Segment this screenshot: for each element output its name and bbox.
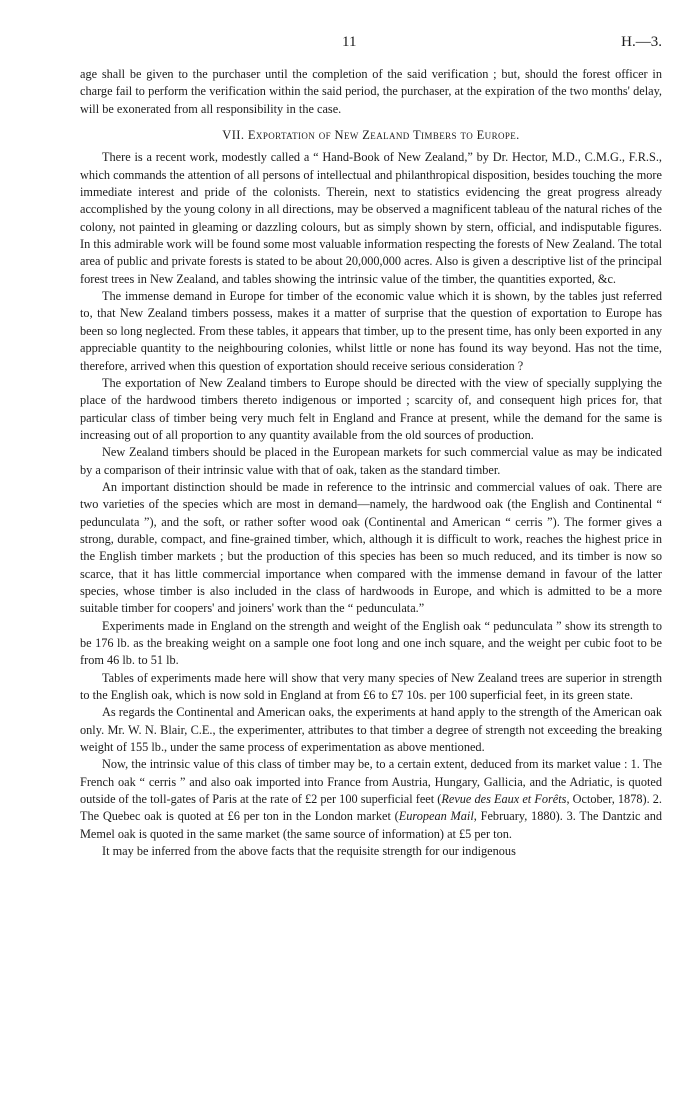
section-heading: VII. Exportation of New Zealand Timbers to Europe. — [222, 128, 520, 143]
text-span: , October, 1878). 2. The Quebec oak is quoted at £6 per ton in the London market ( — [80, 792, 662, 824]
document-body — [80, 66, 662, 860]
paragraph: Experiments made in England on the strength and weight of the English oak “ pedunculata ” show its strength to be 176 lb. as the breaking weight on a sample one foot long and one inch square, and the weight per cubic foot to be from 46 lb. to 51 lb. — [80, 618, 662, 668]
paragraph: Tables of experiments made here will show that very many species of New Zealand trees are superior in strength to the English oak, which is now sold in England at from £6 to £7 10s. per 100 superficial feet, in its green state. — [80, 670, 662, 703]
text-span: , February, 1880). 3. The Dantzic and Memel oak is quoted in the same market (the same source of information) at £5 per ton. — [80, 809, 662, 841]
paragraph-market-values — [80, 756, 662, 843]
paragraph: An important distinction should be made in reference to the intrinsic and commercial values of oak. There are two varieties of the species which are most in demand—namely, the hardwood oak (the English and Continental “ pedunculata ”), and the soft, or rather softer wood oak (Continental and American “ cerris ”). The former gives a strong, durable, compact, and fine-grained timber, which, although it is difficult to work, reaches the highest price in the English timber markets ; but the production of this species has been so much reduced, and its timber is now so scarce, that it has little commercial importance when compared with the immense demand in favour of the latter species, whose timber is also included in the class of hardwoods in Europe, and which is admitted to be a more suitable timber for coopers' and joiners' work than the “ pedunculata.” — [80, 479, 662, 616]
text-span: Now, the intrinsic value of this class of timber may be, to a certain extent, deduced from its market value : 1. The French oak “ cerris ” and also oak imported into France from Austria, Hungary, Gallicia, and the Adriatic, is quoted outside of the toll-gates of Paris at the rate of £2 per 100 superficial feet ( — [80, 757, 662, 807]
paragraph: The exportation of New Zealand timbers to Europe should be directed with the view of specially supplying the place of the hardwood timbers thereto indigenous or imported ; scarcity of, and consequent high prices for, that particular class of timber being very much felt in England and France at present, while the demand for the same is increasing out of all proportion to any quantity available from the old sources of production. — [80, 375, 662, 442]
paragraph: New Zealand timbers should be placed in the European markets for such commercial value as may be indicated by a comparison of their intrinsic value with that of oak, taken as the standard timber. — [80, 445, 662, 477]
paragraph-last: It may be inferred from the above facts that the requisite strength for our indigenous — [102, 844, 516, 859]
journal-title: Revue des Eaux et Forêts — [441, 792, 567, 807]
page-header — [80, 30, 662, 54]
paragraph: As regards the Continental and American oaks, the experiments at hand apply to the strength of the American oak only. Mr. W. N. Blair, C.E., the experimenter, attributes to that timber a degree of strength not exceeding the breaking weight of 155 lb., under the same process of experimentation as above mentioned. — [80, 705, 662, 755]
paragraph: There is a recent work, modestly called a “ Hand-Book of New Zealand,” by Dr. Hector, M.D., C.M.G., F.R.S., which commands the attention of all persons of intellectual and philanthropical disposition, besides touching the more immediate interest and pride of the colonists. Therein, next to statistics evidencing the great progress already accomplished by the young colony in all directions, may be observed a magnificent tableau of the natural riches of the colony, not painted in gleaming or dazzling colours, but as simply shown by stern, official, and indisputable figures. In this admirable work will be found some most valuable information respecting the forests of New Zealand. The total area of public and private forests is stated to be about 20,000,000 acres. Also is given a descriptive list of the principal forest trees in New Zealand, and tables showing the intrinsic value of the timber, the quantities exported, &c. — [80, 150, 663, 286]
paragraph-continued: age shall be given to the purchaser until the completion of the said verification ; but, should the forest officer in charge fail to perform the verification within the said period, the purchaser, at the expiration of the two months' delay, will be exonerated from all responsibility in the case. — [80, 67, 662, 116]
paragraph: The immense demand in Europe for timber of the economic value which it is shown, by the tables just referred to, that New Zealand timbers possess, makes it a matter of surprise that the question of exportation to Europe has been so long neglected. From these tables, it appears that timber, up to the present time, has only been exported in any appreciable quantity to the neighbouring colonies, whilst little or none has found its way beyond. Has not the time, therefore, arrived when this question of exportation should receive serious consideration ? — [80, 289, 662, 373]
document-reference: H.—3. — [621, 34, 662, 50]
journal-title: European Mail — [398, 809, 474, 824]
page-number: 11 — [342, 34, 357, 50]
